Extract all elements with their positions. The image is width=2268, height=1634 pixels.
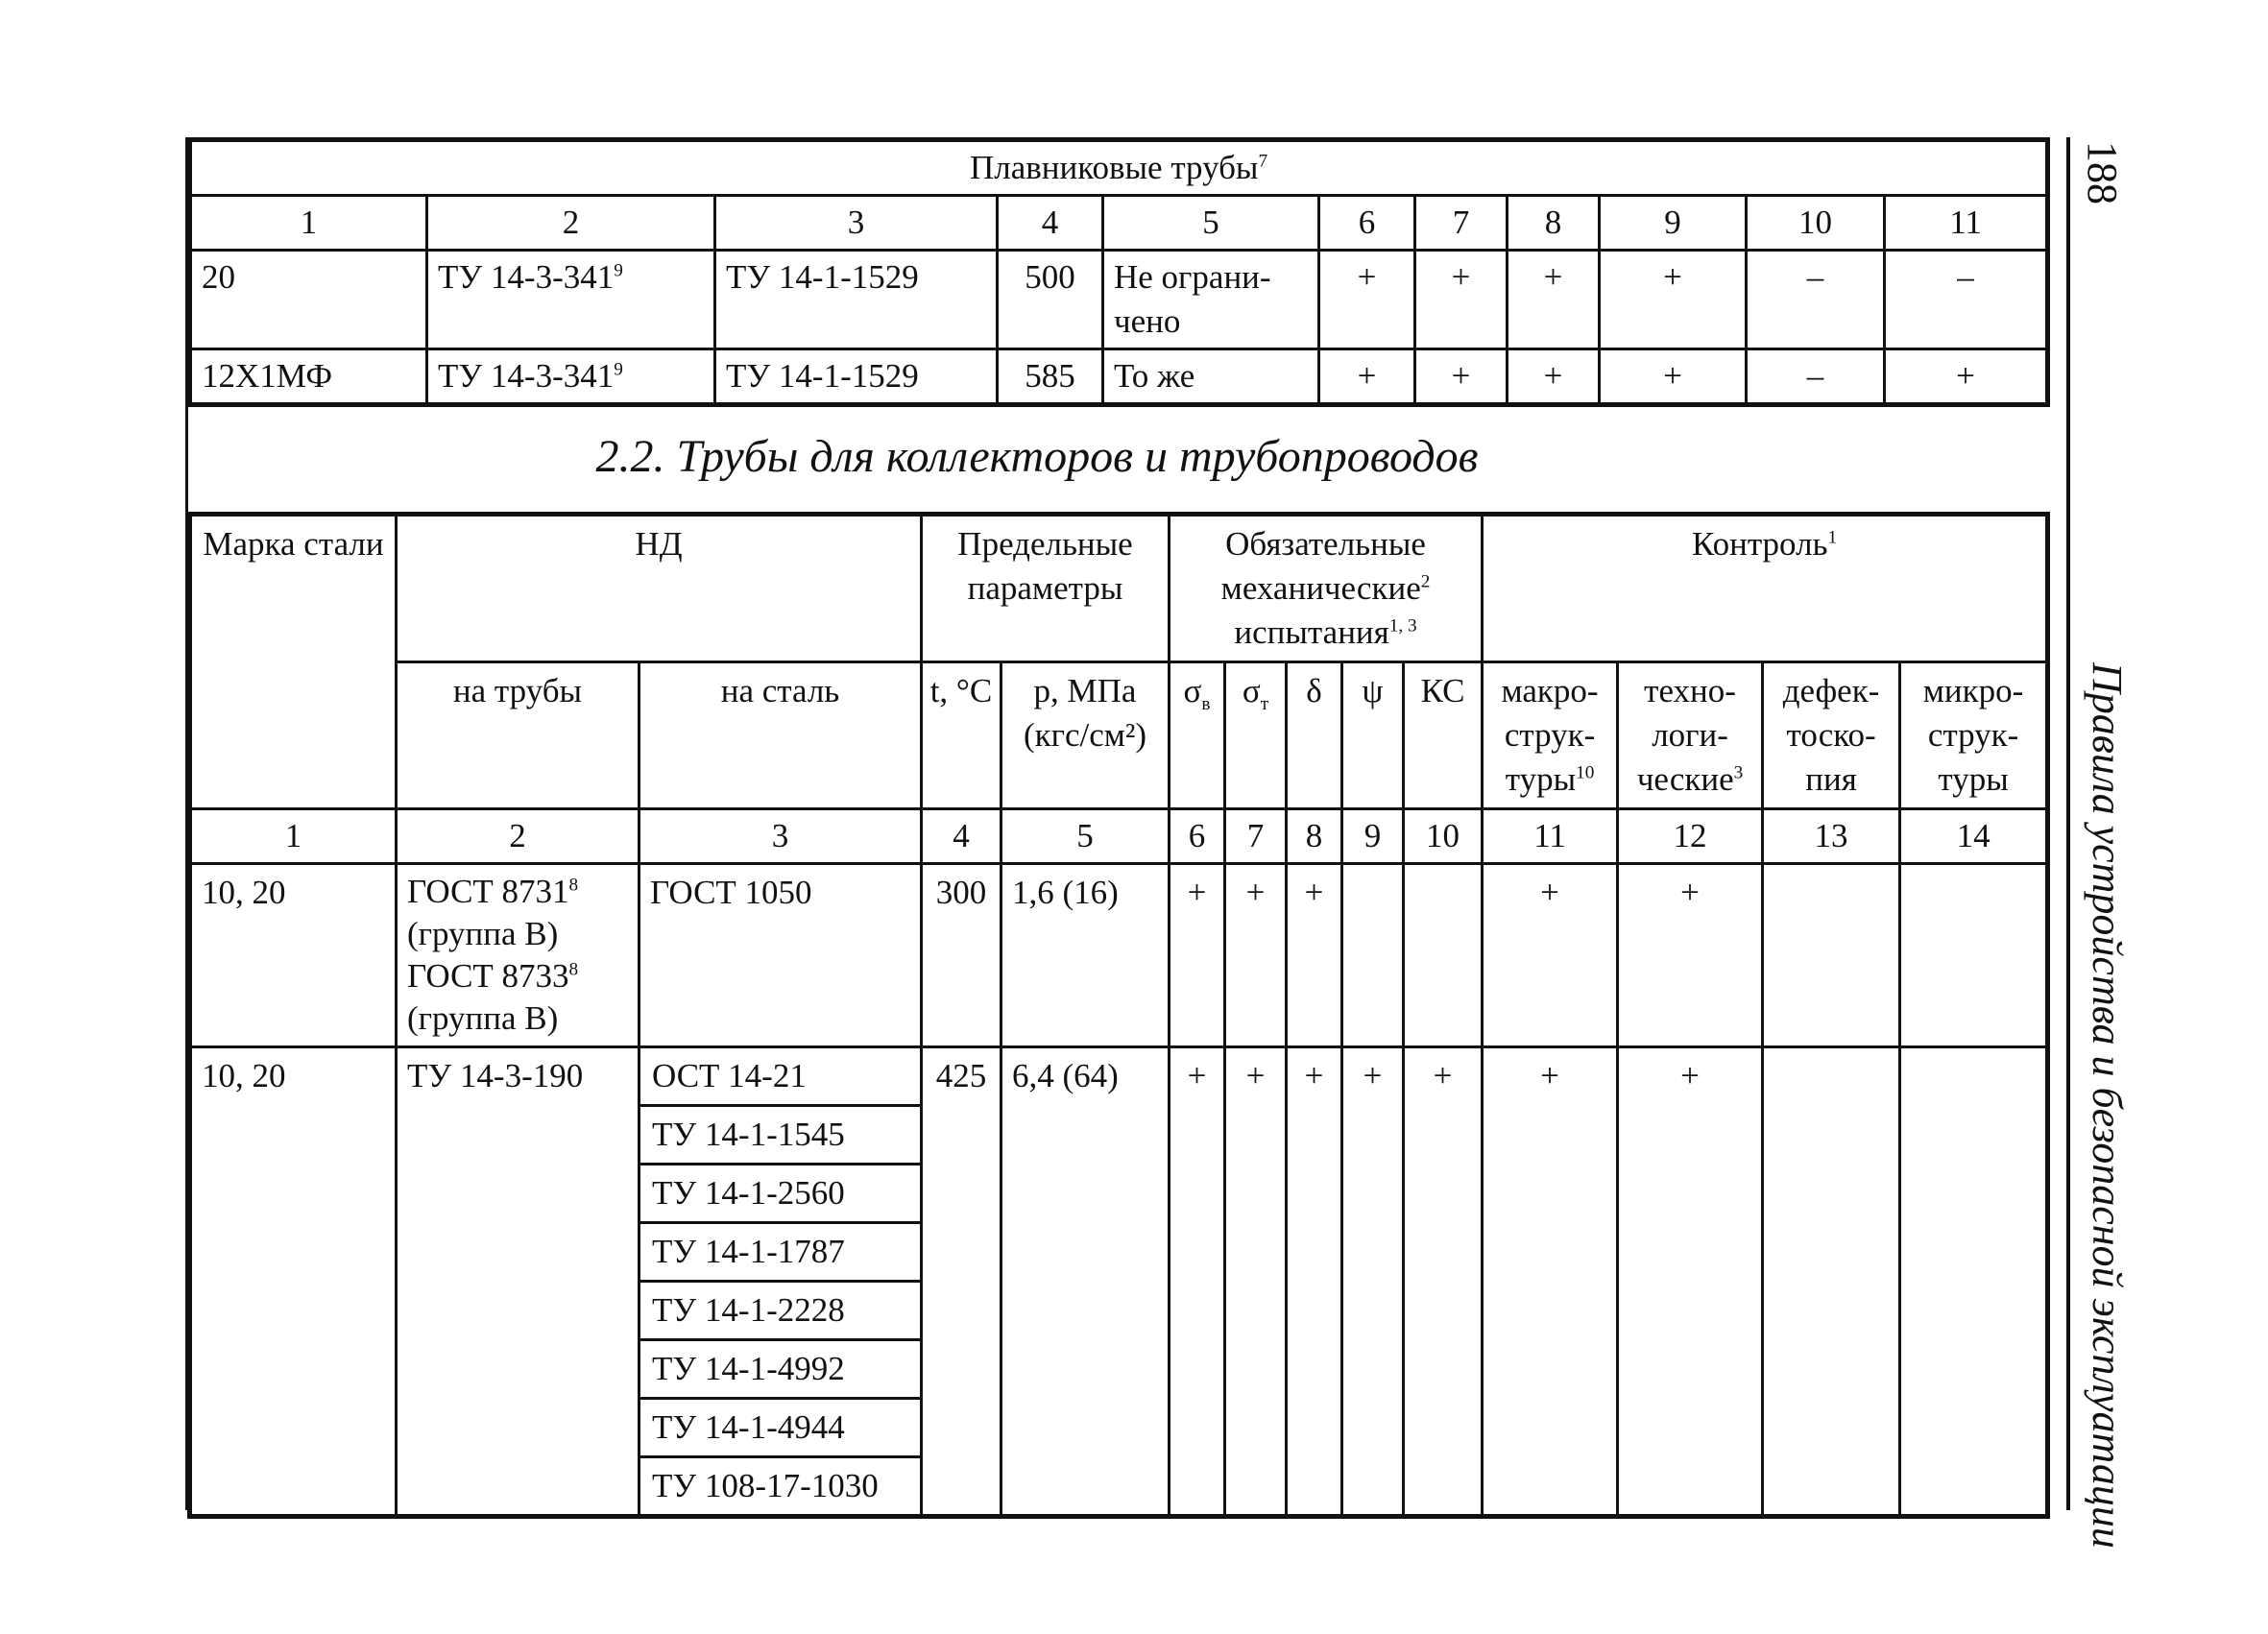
- col-number: 1: [190, 196, 427, 251]
- pressure: 6,4 (64): [1001, 1047, 1170, 1517]
- cell-mark: –: [1747, 251, 1885, 349]
- temperature: 425: [922, 1047, 1001, 1517]
- subheader-pressure: р, МПа (кгс/см²): [1001, 662, 1170, 809]
- cell-mark: +: [1170, 864, 1225, 1047]
- subheader-row: [190, 662, 2048, 809]
- col-number: 14: [1900, 809, 2048, 864]
- nd-steel-item: ТУ 14-1-1545: [640, 1107, 920, 1165]
- col-number: 7: [1415, 196, 1508, 251]
- nd-steel: ТУ 14-1-1529: [715, 349, 998, 405]
- nd-steel-item: ТУ 14-1-2560: [640, 1165, 920, 1224]
- column-numbers-row: [190, 809, 2048, 864]
- subheader-pipes: на трубы: [397, 662, 639, 809]
- nd-steel-item: ТУ 14-1-4944: [640, 1400, 920, 1458]
- cell-mark: +: [1342, 1047, 1404, 1517]
- steel-grade: 12Х1МФ: [190, 349, 427, 405]
- pressure: 1,6 (16): [1001, 864, 1170, 1047]
- cell-mark: +: [1618, 1047, 1763, 1517]
- cell-mark: [1763, 864, 1900, 1047]
- nd-pipes: ТУ $14-3-341^9$: [427, 349, 715, 405]
- nd-steel-list: [639, 1047, 922, 1517]
- nd-steel-item: ТУ 108-17-1030: [652, 1467, 879, 1504]
- subheader-tech: техно-логи-ческие$^3$: [1618, 662, 1763, 809]
- col-number: 3: [715, 196, 998, 251]
- temperature: 300: [922, 864, 1001, 1047]
- col-number: 5: [1001, 809, 1170, 864]
- header-control: Контроль$^1$: [1483, 515, 2048, 662]
- pressure: То же: [1103, 349, 1319, 405]
- cell-mark: [1900, 864, 2048, 1047]
- nd-steel-item: ТУ 14-1-2228: [640, 1283, 920, 1341]
- cell-mark: +: [1508, 251, 1600, 349]
- table-row: [190, 1047, 2048, 1517]
- header-nd: НД: [397, 515, 922, 662]
- temperature: 500: [998, 251, 1103, 349]
- cell-mark: [1763, 1047, 1900, 1517]
- subheader-delta: δ: [1287, 662, 1342, 809]
- col-number: 6: [1170, 809, 1225, 864]
- steel-grade: 10, 20: [190, 864, 397, 1047]
- subheader-defect: дефек-тоско-пия: [1763, 662, 1900, 809]
- cell-mark: +: [1483, 1047, 1618, 1517]
- table-row: [190, 349, 2048, 405]
- header-limits: Предельные параметры: [922, 515, 1170, 662]
- col-number: 7: [1225, 809, 1287, 864]
- subheader-psi: ψ: [1342, 662, 1404, 809]
- nd-steel-item: ОСТ 14-21: [640, 1048, 920, 1107]
- steel-grade: 10, 20: [190, 1047, 397, 1517]
- cell-mark: +: [1170, 1047, 1225, 1517]
- cell-mark: [1342, 864, 1404, 1047]
- fin-tubes-table: [187, 137, 2050, 407]
- subheader-macro: макро-струк-туры$^{10}$: [1483, 662, 1618, 809]
- cell-mark: +: [1287, 864, 1342, 1047]
- col-number: 13: [1763, 809, 1900, 864]
- right-margin-line: [2066, 137, 2070, 1510]
- col-number: 9: [1342, 809, 1404, 864]
- cell-mark: –: [1885, 251, 2048, 349]
- subheader-steel: на сталь: [639, 662, 922, 809]
- col-number: 6: [1319, 196, 1415, 251]
- running-title: Правила устройства и безопасной эксплуатации: [2084, 662, 2131, 1549]
- subheader-temperature: t, °С: [922, 662, 1001, 809]
- cell-mark: +: [1885, 349, 2048, 405]
- cell-mark: [1404, 864, 1483, 1047]
- steel-grade: 20: [190, 251, 427, 349]
- col-number: 10: [1404, 809, 1483, 864]
- cell-mark: +: [1319, 349, 1415, 405]
- col-number: 11: [1885, 196, 2048, 251]
- col-number: 10: [1747, 196, 1885, 251]
- col-number: 3: [639, 809, 922, 864]
- col-number: 4: [998, 196, 1103, 251]
- col-number: 8: [1508, 196, 1600, 251]
- subheader-sigma-v: $\sigma_в$: [1170, 662, 1225, 809]
- col-number: 4: [922, 809, 1001, 864]
- cell-mark: [1900, 1047, 2048, 1517]
- cell-mark: +: [1319, 251, 1415, 349]
- page-number: 188: [2079, 141, 2126, 204]
- cell-mark: +: [1618, 864, 1763, 1047]
- nd-pipes: ТУ 14-3-190: [397, 1047, 639, 1517]
- table-caption: Плавниковые трубы$^7$: [190, 140, 2048, 196]
- nd-steel-item: ТУ 14-1-1787: [640, 1224, 920, 1283]
- collector-pipes-table: [187, 512, 2050, 1519]
- col-number: 11: [1483, 809, 1618, 864]
- cell-mark: –: [1747, 349, 1885, 405]
- cell-mark: +: [1225, 864, 1287, 1047]
- cell-mark: +: [1404, 1047, 1483, 1517]
- section-title: 2.2. Трубы для коллекторов и трубопроводов: [595, 431, 1479, 482]
- col-number: 1: [190, 809, 397, 864]
- nd-pipes: ТУ $14-3-341^9$: [427, 251, 715, 349]
- col-number: 2: [397, 809, 639, 864]
- subheader-micro: микро-струк-туры: [1900, 662, 2048, 809]
- temperature: 585: [998, 349, 1103, 405]
- cell-mark: +: [1287, 1047, 1342, 1517]
- cell-mark: +: [1600, 251, 1747, 349]
- table-row: [190, 864, 2048, 1047]
- cell-mark: +: [1483, 864, 1618, 1047]
- header-mech-tests: Обязательные механические$^2$ испытания$^{1, 3}$: [1170, 515, 1483, 662]
- subheader-ks: КС: [1404, 662, 1483, 809]
- nd-steel: ТУ 14-1-1529: [715, 251, 998, 349]
- column-numbers-row: [190, 196, 2048, 251]
- subheader-sigma-t: $\sigma_т$: [1225, 662, 1287, 809]
- cell-mark: +: [1415, 251, 1508, 349]
- nd-steel-item: ТУ 14-1-4992: [640, 1341, 920, 1400]
- nd-pipes: ГОСТ 8731$^8$ (группа В) ГОСТ 8733$^8$ (группа В): [397, 864, 639, 1047]
- col-number: 5: [1103, 196, 1319, 251]
- cell-mark: +: [1600, 349, 1747, 405]
- table-row: [190, 251, 2048, 349]
- col-number: 9: [1600, 196, 1747, 251]
- pressure: Не ограни-чено: [1103, 251, 1319, 349]
- nd-steel: ГОСТ 1050: [639, 864, 922, 1047]
- header-steel-grade: Марка стали: [190, 515, 397, 809]
- header-row: [190, 515, 2048, 662]
- col-number: 12: [1618, 809, 1763, 864]
- cell-mark: +: [1225, 1047, 1287, 1517]
- col-number: 2: [427, 196, 715, 251]
- col-number: 8: [1287, 809, 1342, 864]
- cell-mark: +: [1415, 349, 1508, 405]
- cell-mark: +: [1508, 349, 1600, 405]
